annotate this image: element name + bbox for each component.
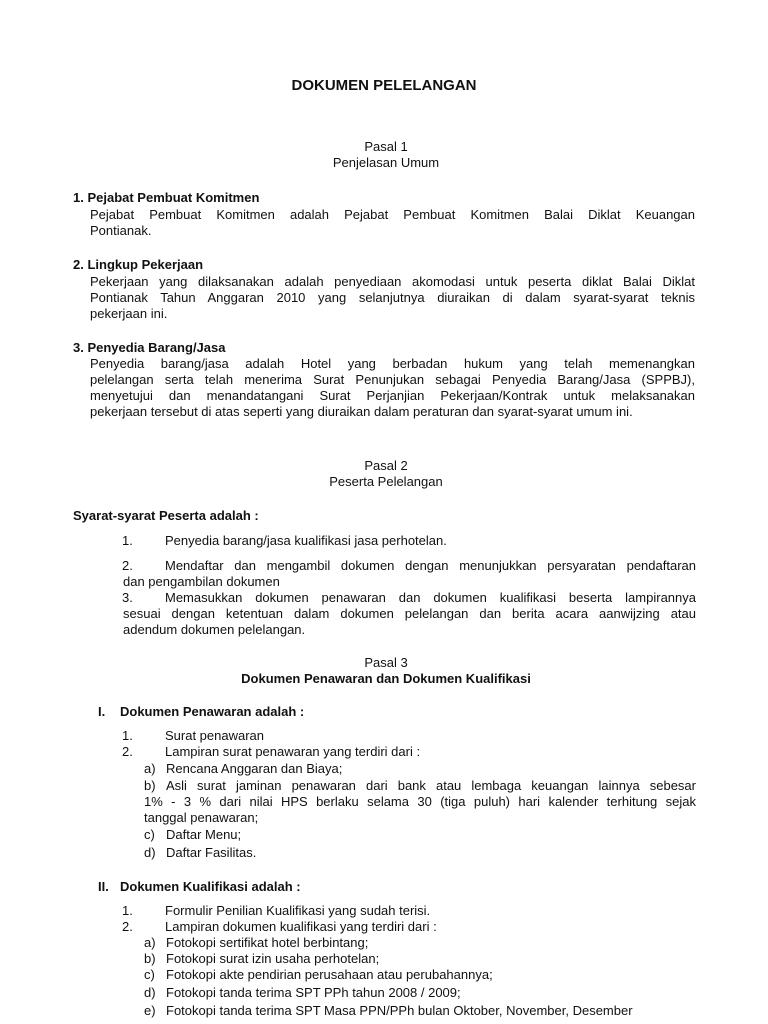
- text-line: Memasukkan dokumen penawaran dan dokumen kualifikasi beserta lampirannya: [165, 590, 696, 605]
- list-number: 1.: [122, 903, 133, 918]
- text-line: sesuai dengan ketentuan dalam dokumen pelelangan dan berita acara aanwijzing atau: [123, 606, 696, 621]
- pasal-3-label: Pasal 3: [364, 655, 408, 670]
- sublist-text: [144, 778, 696, 826]
- list-item-text: Lampiran surat penawaran yang terdiri dari :: [165, 744, 421, 759]
- sublist-text: Fotokopi tanda terima SPT PPh tahun 2008 / 2009;: [166, 985, 461, 1000]
- pasal-2-title: Peserta Pelelangan: [329, 474, 443, 489]
- document-title: DOKUMEN PELELANGAN: [291, 77, 477, 94]
- list-number: 2.: [122, 919, 133, 934]
- sublist-text: Fotokopi sertifikat hotel berbintang;: [166, 935, 369, 950]
- text-line: pekerjaan ini.: [90, 306, 168, 321]
- sublist-text: Daftar Menu;: [166, 827, 242, 842]
- list-item-text: [123, 558, 696, 590]
- pasal-1-item-3-body: [90, 356, 695, 420]
- sublist-letter: e): [144, 1003, 156, 1018]
- pasal-1-item-2-body: [90, 274, 695, 322]
- pasal-1-item-1-body: [90, 207, 695, 239]
- pasal-1-item-3-heading: 3. Penyedia Barang/Jasa: [73, 340, 226, 355]
- text-line: tanggal penawaran;: [144, 810, 259, 825]
- text-line: Pejabat Pembuat Komitmen adalah Pejabat Pembuat Komitmen Balai Diklat Keuangan: [90, 207, 695, 222]
- list-number: 1.: [122, 533, 133, 548]
- text-line: Pekerjaan yang dilaksanakan adalah penyediaan akomodasi untuk peserta diklat Balai Diklat: [90, 274, 695, 289]
- text-line: Asli surat jaminan penawaran dari bank atau lembaga keuangan lainnya sebesar: [166, 778, 696, 793]
- sublist-letter: a): [144, 761, 156, 776]
- list-item-text: [123, 590, 696, 638]
- pasal-2-intro: Syarat-syarat Peserta adalah :: [73, 508, 259, 523]
- sublist-letter: b): [144, 951, 156, 966]
- sublist-letter: d): [144, 985, 156, 1000]
- section-1-roman: I.: [98, 704, 106, 719]
- list-number: 1.: [122, 728, 133, 743]
- sublist-text: Fotokopi surat izin usaha perhotelan;: [166, 951, 380, 966]
- text-line: Penyedia barang/jasa adalah Hotel yang berbadan hukum yang telah memenangkan: [90, 356, 695, 371]
- text-line: 1% - 3 % dari nilai HPS berlaku selama 30 (tiga puluh) hari kalender terhitung sejak: [144, 794, 696, 809]
- sublist-text: Fotokopi tanda terima SPT Masa PPN/PPh bulan Oktober, November, Desember: [166, 1003, 633, 1018]
- sublist-letter: d): [144, 845, 156, 860]
- pasal-1-label: Pasal 1: [364, 139, 408, 154]
- text-line: Pontianak.: [90, 223, 152, 238]
- sublist-letter: c): [144, 967, 155, 982]
- list-item-text: Formulir Penilian Kualifikasi yang sudah terisi.: [165, 903, 431, 918]
- pasal-2-heading: [0, 458, 768, 490]
- text-line: adendum dokumen pelelangan.: [123, 622, 306, 637]
- pasal-1-item-2-heading: 2. Lingkup Pekerjaan: [73, 257, 204, 272]
- sublist-text: Fotokopi akte pendirian perusahaan atau perubahannya;: [166, 967, 493, 982]
- text-line: pekerjaan tersebut di atas seperti yang diuraikan dalam peraturan dan syarat-syarat umum ini.: [90, 404, 633, 419]
- list-number: 2.: [122, 744, 133, 759]
- text-line: dan pengambilan dokumen: [123, 574, 280, 589]
- list-item-text: Lampiran dokumen kualifikasi yang terdiri dari :: [165, 919, 437, 934]
- section-2-heading: Dokumen Kualifikasi adalah :: [120, 879, 301, 894]
- pasal-2-label: Pasal 2: [364, 458, 408, 473]
- text-line: Pontianak Tahun Anggaran 2010 yang selanjutnya diuraikan di dalam syarat-syarat teknis: [90, 290, 695, 305]
- list-item-text: Surat penawaran: [165, 728, 265, 743]
- sublist-letter: c): [144, 827, 155, 842]
- section-1-heading: Dokumen Penawaran adalah :: [120, 704, 305, 719]
- pasal-1-title: Penjelasan Umum: [332, 155, 440, 170]
- list-number: 3.: [122, 590, 133, 605]
- list-number: 2.: [122, 558, 133, 573]
- text-line: Mendaftar dan mengambil dokumen dengan menunjukkan persyaratan pendaftaran: [165, 558, 696, 573]
- pasal-1-item-1-heading: 1. Pejabat Pembuat Komitmen: [73, 190, 260, 205]
- pasal-3-heading: [0, 655, 768, 687]
- section-2-roman: II.: [98, 879, 109, 894]
- sublist-letter: b): [144, 778, 156, 793]
- list-item-text: Penyedia barang/jasa kualifikasi jasa perhotelan.: [165, 533, 447, 548]
- sublist-letter: a): [144, 935, 156, 950]
- sublist-text: Rencana Anggaran dan Biaya;: [166, 761, 343, 776]
- text-line: menyetujui dan menandatangani Surat Perjanjian Pekerjaan/Kontrak untuk melaksanakan: [90, 388, 695, 403]
- sublist-text: Daftar Fasilitas.: [166, 845, 257, 860]
- text-line: pelelangan serta telah menerima Surat Penunjukan sebagai Penyedia Barang/Jasa (SPPBJ),: [90, 372, 695, 387]
- pasal-3-title: Dokumen Penawaran dan Dokumen Kualifikasi: [241, 671, 531, 686]
- pasal-1-heading: [0, 139, 768, 171]
